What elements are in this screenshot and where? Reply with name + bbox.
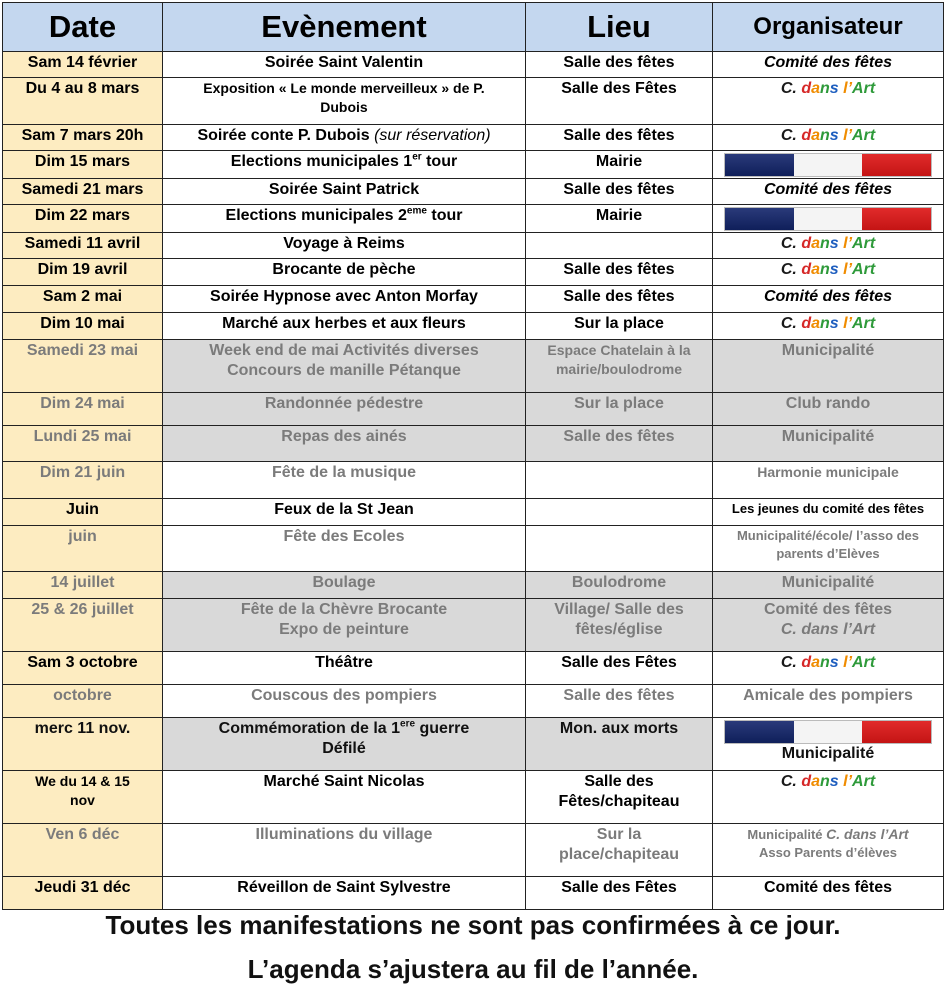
cda-n: n — [820, 315, 830, 332]
cda-art: Art — [852, 235, 876, 252]
row-date: Samedi 21 mars — [3, 179, 163, 205]
row-place: Mairie — [526, 151, 713, 179]
cda-logo — [781, 315, 875, 332]
header-event: Evènement — [163, 3, 526, 52]
row-organizer-text: Municipalité — [781, 745, 875, 762]
row-event: Fête de la musique — [163, 462, 526, 499]
row-event — [163, 599, 526, 652]
cda-logo — [781, 235, 875, 252]
row-event: Soirée Saint Patrick — [163, 179, 526, 205]
row-organizer — [713, 259, 944, 286]
row-event — [163, 125, 526, 151]
row-event-line: Concours de manille Pétanque — [227, 362, 461, 379]
footer-note-line-2: L’agenda s’ajustera au fil de l’année. — [247, 954, 699, 984]
row-event — [163, 151, 526, 179]
row-date-line: nov — [70, 792, 95, 808]
cda-n: n — [820, 127, 830, 144]
row-place: Sur la place — [526, 313, 713, 340]
row-date: Dim 19 avril — [3, 259, 163, 286]
row-place: Salle des fêtes — [526, 685, 713, 718]
row-place: Boulodrome — [526, 572, 713, 599]
row-place: Salle des fêtes — [526, 426, 713, 462]
cda-s: s — [829, 127, 839, 144]
header-date: Date — [3, 3, 163, 52]
row-organizer: Comité des fêtes — [713, 877, 944, 910]
row-place-line: Village/ Salle des — [554, 601, 684, 618]
row-organizer — [713, 125, 944, 151]
row-date: Dim 10 mai — [3, 313, 163, 340]
table-row — [3, 499, 944, 526]
cda-art: Art — [852, 654, 876, 671]
row-event: Soirée Hypnose avec Anton Morfay — [163, 286, 526, 313]
table-row — [3, 526, 944, 572]
row-organizer-line: Municipalité/école/ l’asso des — [736, 528, 920, 543]
row-event-text: Elections municipales 2 — [225, 207, 407, 224]
cda-c: C. — [780, 773, 797, 790]
row-organizer-line: Asso Parents d’élèves — [758, 845, 898, 860]
row-date: 25 & 26 juillet — [3, 599, 163, 652]
cda-n: n — [820, 773, 830, 790]
row-event: Brocante de pèche — [163, 259, 526, 286]
row-event: Soirée Saint Valentin — [163, 52, 526, 78]
cda-s: s — [829, 315, 839, 332]
table-row — [3, 393, 944, 426]
row-place — [526, 599, 713, 652]
row-place: Salle des Fêtes — [526, 877, 713, 910]
cda-a: a — [811, 235, 820, 252]
row-organizer — [713, 771, 944, 824]
row-place — [526, 771, 713, 824]
row-place — [526, 340, 713, 393]
row-event — [163, 718, 526, 771]
row-place: Salle des fêtes — [526, 52, 713, 78]
cda-l: l’ — [843, 261, 853, 278]
row-event — [163, 78, 526, 125]
cda-s: s — [829, 773, 839, 790]
table-row — [3, 205, 944, 233]
row-event-end: tour — [421, 153, 458, 170]
row-place — [526, 499, 713, 526]
table-row — [3, 340, 944, 393]
row-event-line: Exposition « Le monde merveilleux » de P. — [203, 80, 485, 96]
row-event: Feux de la St Jean — [163, 499, 526, 526]
row-event — [163, 340, 526, 393]
row-event-line: Fête de la Chèvre Brocante — [240, 601, 448, 618]
row-organizer-line: parents d’Elèves — [776, 546, 880, 561]
cda-logo — [781, 654, 875, 671]
cda-d: d — [801, 80, 812, 97]
header-place: Lieu — [526, 3, 713, 52]
row-organizer-line: C. dans l’Art — [780, 621, 876, 638]
row-date: Ven 6 déc — [3, 824, 163, 877]
row-event-line: Défilé — [322, 740, 366, 757]
table-row — [3, 652, 944, 685]
row-event-line: Expo de peinture — [279, 621, 409, 638]
row-organizer: Comité des fêtes — [713, 286, 944, 313]
row-event: Illuminations du village — [163, 824, 526, 877]
row-date: Juin — [3, 499, 163, 526]
row-organizer — [713, 151, 944, 179]
row-event-sup: eme — [406, 205, 427, 217]
cda-art: Art — [852, 261, 876, 278]
row-place: Salle des Fêtes — [526, 78, 713, 125]
row-event: Boulage — [163, 572, 526, 599]
row-organizer: Comité des fêtes — [713, 52, 944, 78]
row-organizer: Amicale des pompiers — [713, 685, 944, 718]
row-date: Dim 21 juin — [3, 462, 163, 499]
row-place — [526, 462, 713, 499]
row-place-line: fêtes/église — [575, 621, 663, 638]
cda-a: a — [811, 654, 820, 671]
row-event: Théâtre — [163, 652, 526, 685]
cda-logo — [781, 127, 875, 144]
row-organizer-line: Comité des fêtes — [763, 601, 893, 618]
table-row — [3, 718, 944, 771]
row-event-line: Week end de mai Activités diverses — [209, 342, 479, 359]
row-organizer-line: Municipalité — [747, 827, 827, 842]
row-organizer: Harmonie municipale — [713, 462, 944, 499]
row-place: Salle des fêtes — [526, 179, 713, 205]
cda-logo — [781, 80, 875, 97]
cda-s: s — [829, 261, 839, 278]
row-date: 14 juillet — [3, 572, 163, 599]
table-row — [3, 179, 944, 205]
cda-d: d — [801, 773, 812, 790]
row-event-sup: ere — [400, 718, 416, 730]
row-event: Repas des ainés — [163, 426, 526, 462]
row-event-text: Elections municipales 1 — [230, 153, 413, 170]
row-date: Du 4 au 8 mars — [3, 78, 163, 125]
row-place-line: mairie/boulodrome — [555, 361, 683, 377]
agenda-table — [2, 2, 944, 910]
table-row — [3, 78, 944, 125]
row-date: Samedi 11 avril — [3, 233, 163, 259]
row-place: Salle des Fêtes — [526, 652, 713, 685]
cda-c: C. — [780, 127, 797, 144]
cda-l: l’ — [843, 315, 853, 332]
row-event-line: Dubois — [320, 99, 368, 115]
cda-n: n — [820, 80, 830, 97]
row-organizer-line: C. dans l’Art — [826, 826, 909, 842]
cda-art: Art — [852, 315, 876, 332]
row-organizer — [713, 205, 944, 233]
cda-c: C. — [780, 235, 797, 252]
cda-c: C. — [780, 654, 797, 671]
cda-d: d — [801, 127, 812, 144]
row-date — [3, 771, 163, 824]
row-event: Voyage à Reims — [163, 233, 526, 259]
table-row — [3, 572, 944, 599]
footer-note-line-1: Toutes les manifestations ne sont pas confirmées à ce jour. — [105, 910, 841, 940]
header-organizer: Organisateur — [713, 3, 944, 52]
cda-n: n — [820, 261, 830, 278]
row-organizer — [713, 599, 944, 652]
header-row — [3, 3, 944, 52]
row-place: Salle des fêtes — [526, 259, 713, 286]
cda-l: l’ — [843, 80, 853, 97]
row-place-line: Sur la — [596, 826, 642, 843]
french-flag-icon — [724, 153, 932, 177]
row-date: Dim 15 mars — [3, 151, 163, 179]
cda-s: s — [829, 235, 839, 252]
row-place — [526, 526, 713, 572]
row-event: Fête des Ecoles — [163, 526, 526, 572]
row-event: Marché aux herbes et aux fleurs — [163, 313, 526, 340]
row-event-text: Commémoration de la 1 — [218, 720, 401, 737]
row-place-line: Salle des — [584, 773, 654, 790]
row-date: merc 11 nov. — [3, 718, 163, 771]
row-place-line: Espace Chatelain à la — [547, 342, 691, 358]
row-organizer — [713, 652, 944, 685]
row-organizer: Comité des fêtes — [713, 179, 944, 205]
table-row — [3, 151, 944, 179]
row-place: Mon. aux morts — [526, 718, 713, 771]
row-date: Dim 24 mai — [3, 393, 163, 426]
row-organizer: Municipalité — [713, 426, 944, 462]
cda-n: n — [820, 235, 830, 252]
row-date: Samedi 23 mai — [3, 340, 163, 393]
cda-a: a — [811, 80, 820, 97]
table-row — [3, 426, 944, 462]
cda-l: l’ — [843, 127, 853, 144]
cda-art: Art — [852, 80, 876, 97]
row-event — [163, 205, 526, 233]
table-row — [3, 599, 944, 652]
table-row — [3, 52, 944, 78]
cda-l: l’ — [843, 235, 853, 252]
row-date: juin — [3, 526, 163, 572]
row-organizer: Les jeunes du comité des fêtes — [713, 499, 944, 526]
cda-n: n — [820, 654, 830, 671]
row-date: octobre — [3, 685, 163, 718]
row-date-line: We du 14 & 15 — [35, 773, 130, 789]
cda-logo — [781, 261, 875, 278]
row-place — [526, 233, 713, 259]
cda-a: a — [811, 261, 820, 278]
row-event-text: Soirée conte P. Dubois — [197, 127, 375, 144]
row-place-line: Fêtes/chapiteau — [558, 793, 680, 810]
row-event-end: tour — [426, 207, 463, 224]
row-organizer — [713, 313, 944, 340]
cda-d: d — [801, 654, 812, 671]
table-row — [3, 771, 944, 824]
cda-c: C. — [780, 315, 797, 332]
row-event: Réveillon de Saint Sylvestre — [163, 877, 526, 910]
row-place-line: place/chapiteau — [558, 846, 680, 863]
row-organizer — [713, 824, 944, 877]
table-row — [3, 233, 944, 259]
row-date: Sam 2 mai — [3, 286, 163, 313]
table-row — [3, 259, 944, 286]
table-row — [3, 685, 944, 718]
cda-d: d — [801, 315, 812, 332]
row-event-end: guerre — [415, 720, 470, 737]
row-date: Jeudi 31 déc — [3, 877, 163, 910]
cda-art: Art — [852, 127, 876, 144]
row-place: Sur la place — [526, 393, 713, 426]
cda-a: a — [811, 773, 820, 790]
row-place: Mairie — [526, 205, 713, 233]
row-organizer — [713, 526, 944, 572]
row-event-sup: er — [412, 151, 422, 163]
french-flag-icon — [724, 207, 932, 231]
row-event-note: (sur réservation) — [374, 127, 491, 144]
row-place: Salle des fêtes — [526, 286, 713, 313]
cda-c: C. — [780, 261, 797, 278]
row-place: Salle des fêtes — [526, 125, 713, 151]
cda-a: a — [811, 127, 820, 144]
french-flag-icon — [724, 720, 932, 744]
cda-art: Art — [852, 773, 876, 790]
cda-a: a — [811, 315, 820, 332]
row-organizer: Municipalité — [713, 572, 944, 599]
table-row — [3, 824, 944, 877]
table-row — [3, 125, 944, 151]
row-date: Dim 22 mars — [3, 205, 163, 233]
cda-logo — [781, 773, 875, 790]
row-organizer: Club rando — [713, 393, 944, 426]
row-organizer — [713, 78, 944, 125]
row-place — [526, 824, 713, 877]
cda-l: l’ — [843, 654, 853, 671]
cda-l: l’ — [843, 773, 853, 790]
row-date: Sam 3 octobre — [3, 652, 163, 685]
cda-d: d — [801, 261, 812, 278]
row-organizer — [713, 233, 944, 259]
row-event: Randonnée pédestre — [163, 393, 526, 426]
row-organizer: Municipalité — [713, 340, 944, 393]
cda-c: C. — [780, 80, 797, 97]
cda-d: d — [801, 235, 812, 252]
table-row — [3, 462, 944, 499]
cda-s: s — [829, 80, 839, 97]
row-date: Lundi 25 mai — [3, 426, 163, 462]
table-row — [3, 286, 944, 313]
row-event: Marché Saint Nicolas — [163, 771, 526, 824]
table-row — [3, 877, 944, 910]
row-date: Sam 14 février — [3, 52, 163, 78]
row-organizer — [713, 718, 944, 771]
row-event: Couscous des pompiers — [163, 685, 526, 718]
table-row — [3, 313, 944, 340]
row-date: Sam 7 mars 20h — [3, 125, 163, 151]
cda-s: s — [829, 654, 839, 671]
